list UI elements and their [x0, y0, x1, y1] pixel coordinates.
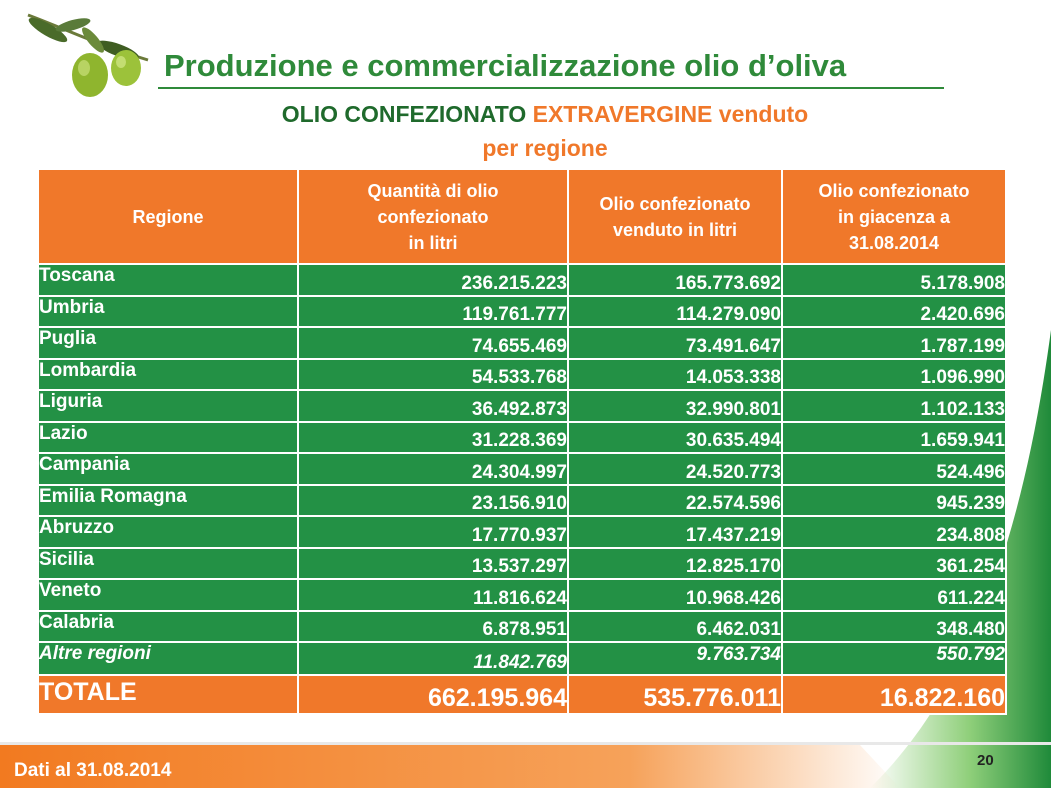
cell-stock: 1.102.133 [782, 390, 1006, 422]
table-row [38, 296, 1006, 328]
cell-sold: 165.773.692 [568, 264, 782, 296]
total-stock: 16.822.160 [782, 675, 1006, 714]
cell-sold: 24.520.773 [568, 453, 782, 485]
subtitle-highlight: EXTRAVERGINE [532, 101, 713, 127]
table-row [38, 579, 1006, 611]
table-row [38, 359, 1006, 391]
page-title: Produzione e commercializzazione olio d’oliva [164, 48, 847, 83]
cell-quantity: 23.156.910 [298, 485, 568, 517]
cell-region: Calabria [38, 611, 298, 643]
table-row [38, 422, 1006, 454]
cell-sold: 12.825.170 [568, 548, 782, 580]
table-row [38, 390, 1006, 422]
cell-sold: 32.990.801 [568, 390, 782, 422]
cell-sold: 73.491.647 [568, 327, 782, 359]
header-quantity: Quantità di olio confezionato in litri [298, 169, 568, 264]
region-table [37, 168, 1007, 715]
cell-region: Campania [38, 453, 298, 485]
cell-region: Altre regioni [38, 642, 298, 675]
cell-stock: 234.808 [782, 516, 1006, 548]
cell-quantity: 36.492.873 [298, 390, 568, 422]
cell-region: Veneto [38, 579, 298, 611]
cell-quantity: 17.770.937 [298, 516, 568, 548]
total-row [38, 675, 1006, 714]
cell-quantity: 6.878.951 [298, 611, 568, 643]
table-row [38, 327, 1006, 359]
table-row [38, 264, 1006, 296]
header-region: Regione [38, 169, 298, 264]
cell-stock: 1.659.941 [782, 422, 1006, 454]
cell-region: Sicilia [38, 548, 298, 580]
cell-stock: 611.224 [782, 579, 1006, 611]
cell-quantity: 119.761.777 [298, 296, 568, 328]
cell-sold: 10.968.426 [568, 579, 782, 611]
cell-region: Lombardia [38, 359, 298, 391]
cell-region: Liguria [38, 390, 298, 422]
cell-stock: 348.480 [782, 611, 1006, 643]
cell-quantity: 236.215.223 [298, 264, 568, 296]
cell-region: Puglia [38, 327, 298, 359]
cell-region: Lazio [38, 422, 298, 454]
cell-stock: 524.496 [782, 453, 1006, 485]
cell-quantity: 74.655.469 [298, 327, 568, 359]
cell-stock: 361.254 [782, 548, 1006, 580]
subtitle-part2: venduto [712, 101, 809, 127]
cell-quantity: 54.533.768 [298, 359, 568, 391]
cell-quantity: 11.842.769 [298, 642, 568, 675]
cell-quantity: 24.304.997 [298, 453, 568, 485]
table-header-row [38, 169, 1006, 264]
table-row [38, 516, 1006, 548]
cell-stock: 945.239 [782, 485, 1006, 517]
table-row [38, 611, 1006, 643]
cell-sold: 114.279.090 [568, 296, 782, 328]
subtitle [0, 97, 1051, 165]
cell-sold: 6.462.031 [568, 611, 782, 643]
title-underline [158, 87, 944, 89]
table-row [38, 642, 1006, 675]
cell-sold: 14.053.338 [568, 359, 782, 391]
cell-region: Toscana [38, 264, 298, 296]
cell-stock: 2.420.696 [782, 296, 1006, 328]
cell-stock: 1.787.199 [782, 327, 1006, 359]
cell-quantity: 31.228.369 [298, 422, 568, 454]
subtitle-line2: per regione [482, 135, 608, 161]
table-row [38, 453, 1006, 485]
cell-sold: 17.437.219 [568, 516, 782, 548]
cell-region: Abruzzo [38, 516, 298, 548]
cell-quantity: 13.537.297 [298, 548, 568, 580]
cell-region: Emilia Romagna [38, 485, 298, 517]
page-number: 20 [977, 752, 994, 769]
cell-stock: 1.096.990 [782, 359, 1006, 391]
cell-quantity: 11.816.624 [298, 579, 568, 611]
total-label: TOTALE [38, 675, 298, 714]
header-stock: Olio confezionato in giacenza a 31.08.2014 [782, 169, 1006, 264]
total-sold: 535.776.011 [568, 675, 782, 714]
olive-branch-icon [8, 0, 158, 110]
cell-sold: 30.635.494 [568, 422, 782, 454]
table-row [38, 548, 1006, 580]
cell-sold: 9.763.734 [568, 642, 782, 675]
header-sold: Olio confezionato venduto in litri [568, 169, 782, 264]
subtitle-part1: OLIO CONFEZIONATO [281, 101, 533, 127]
cell-region: Umbria [38, 296, 298, 328]
cell-stock: 550.792 [782, 642, 1006, 675]
table-row [38, 485, 1006, 517]
cell-sold: 22.574.596 [568, 485, 782, 517]
cell-stock: 5.178.908 [782, 264, 1006, 296]
total-quantity: 662.195.964 [298, 675, 568, 714]
data-date-note: Dati al 31.08.2014 [14, 760, 172, 781]
